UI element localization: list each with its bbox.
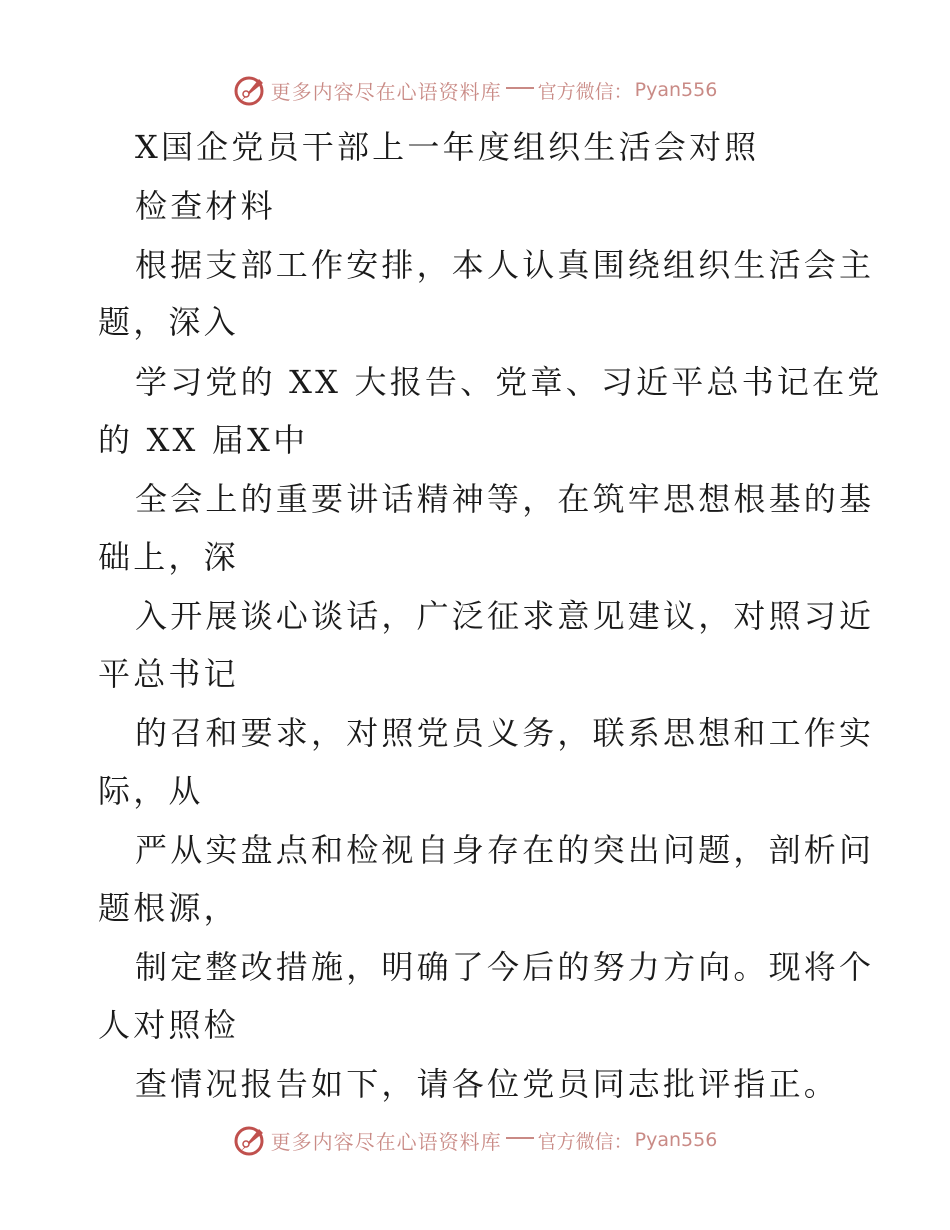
doc-line: 的 XX 届X中 <box>98 421 309 459</box>
doc-line: 查情况报告如下，请各位党员同志批评指正。 <box>135 1065 840 1103</box>
doc-line: 平总书记 <box>98 655 239 693</box>
doc-line: 入开展谈心谈话，广泛征求意见建议，对照习近 <box>135 597 875 635</box>
watermark-text: 更多内容尽在心语资料库 <box>270 1129 502 1154</box>
doc-title-line-2: 检查材料 <box>135 187 276 225</box>
quill-logo-icon <box>233 1123 267 1157</box>
doc-line: 际，从 <box>98 772 204 810</box>
watermark-wechat-label: 官方微信： <box>537 1130 633 1153</box>
doc-line: 全会上的重要讲话精神等，在筑牢思想根基的基 <box>135 480 875 518</box>
watermark-banner-bottom <box>0 1120 950 1160</box>
watermark-account: Pyan556 <box>634 1129 718 1151</box>
doc-line: 题根源， <box>98 889 239 927</box>
watermark-dash <box>506 1137 534 1139</box>
watermark-banner-top <box>0 70 950 110</box>
doc-line: 学习党的 XX 大报告、党章、习近平总书记在党 <box>135 363 883 401</box>
doc-line: 人对照检 <box>98 1006 239 1044</box>
doc-line: 础上，深 <box>98 538 239 576</box>
doc-line: 制定整改措施，明确了今后的努力方向。现将个 <box>135 948 875 986</box>
quill-logo-icon <box>233 73 267 107</box>
watermark-text: 更多内容尽在心语资料库 <box>270 79 502 104</box>
watermark-wechat-label: 官方微信： <box>537 80 633 103</box>
doc-line: 的召和要求，对照党员义务，联系思想和工作实 <box>135 714 875 752</box>
doc-line: 题，深入 <box>98 303 239 341</box>
doc-line: 根据支部工作安排，本人认真围绕组织生活会主 <box>135 246 875 284</box>
doc-line: 严从实盘点和检视自身存在的突出问题，剖析问 <box>135 831 875 869</box>
watermark-account: Pyan556 <box>634 79 718 101</box>
watermark-dash <box>506 87 534 89</box>
doc-title-line-1: X国企党员干部上一年度组织生活会对照 <box>135 128 760 166</box>
